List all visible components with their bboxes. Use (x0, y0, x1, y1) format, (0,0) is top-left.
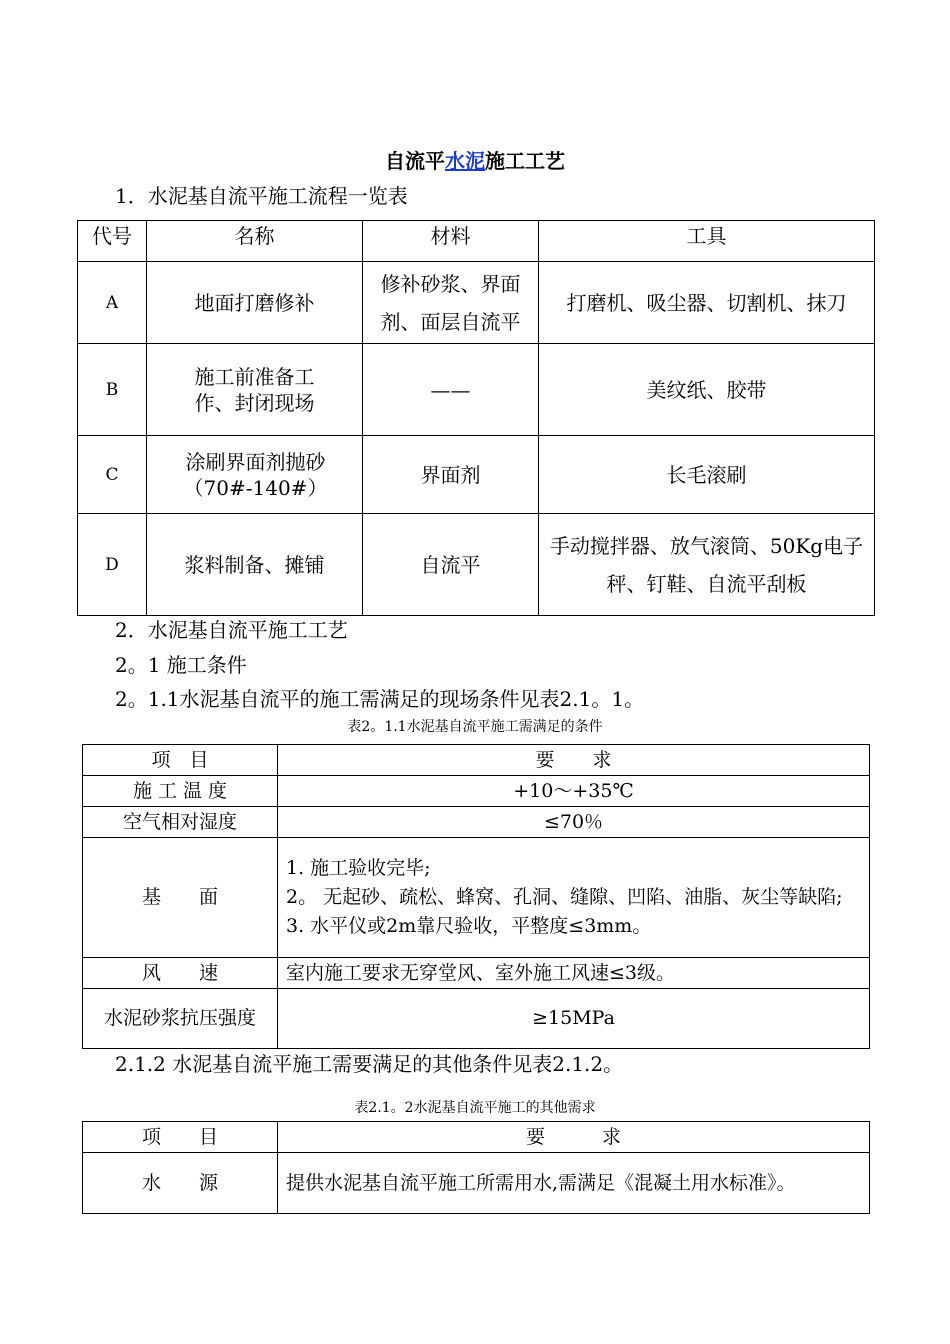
cond-item: 施 工 温 度 (83, 776, 278, 807)
flow-material: 界面剂 (363, 436, 539, 514)
cond-header-item: 项 目 (83, 745, 278, 776)
section-2-1-1-text: 2。1.1水泥基自流平的施工需满足的现场条件见表2.1。1。 (115, 687, 645, 711)
other-requirements-table (82, 1121, 870, 1214)
other-header-item: 项 目 (83, 1122, 278, 1153)
table-caption-1: 表2。1.1水泥基自流平施工需满足的条件 (347, 719, 603, 735)
flow-table (77, 220, 875, 616)
other-req: 提供水泥基自流平施工所需用水,需满足《混凝土用水标准》。 (278, 1153, 870, 1214)
table-row (78, 344, 875, 436)
flow-header-code: 代号 (78, 221, 147, 262)
flow-name: 涂刷界面剂抛砂（70#-140#） (147, 436, 363, 514)
table-row (83, 838, 870, 958)
table-row (83, 989, 870, 1049)
section-1-heading: 1．水泥基自流平施工流程一览表 (115, 184, 408, 208)
cond-header-req: 要 求 (278, 745, 870, 776)
table-row (83, 1153, 870, 1214)
flow-header-name: 名称 (147, 221, 363, 262)
flow-header-tools: 工具 (539, 221, 875, 262)
flow-header-material: 材料 (363, 221, 539, 262)
flow-tools: 美纹纸、胶带 (539, 344, 875, 436)
title-link[interactable]: 水泥 (445, 149, 485, 173)
title-text-pre: 自流平 (385, 149, 445, 173)
table-caption-2: 表2.1。2水泥基自流平施工的其他需求 (354, 1100, 596, 1116)
table-row (83, 958, 870, 989)
table-row (83, 807, 870, 838)
cond-req: +10～+35℃ (278, 776, 870, 807)
other-item: 水 源 (83, 1153, 278, 1214)
flow-material: 自流平 (363, 514, 539, 616)
cond-req: 室内施工要求无穿堂风、室外施工风速≤3级。 (278, 958, 870, 989)
flow-name: 地面打磨修补 (147, 262, 363, 344)
section-2-1-2-text: 2.1.2 水泥基自流平施工需要满足的其他条件见表2.1.2。 (115, 1052, 624, 1076)
flow-code: D (78, 514, 147, 616)
cond-item: 风 速 (83, 958, 278, 989)
table-row (78, 262, 875, 344)
conditions-table (82, 744, 870, 1049)
other-header-req: 要 求 (278, 1122, 870, 1153)
cond-req (278, 838, 870, 958)
table-row (78, 436, 875, 514)
title-text-post: 施工工艺 (485, 149, 565, 173)
flow-tools: 手动搅拌器、放气滚筒、50Kg电子秤、钉鞋、自流平刮板 (539, 514, 875, 616)
section-2-1-heading: 2。1 施工条件 (115, 653, 247, 677)
flow-code: C (78, 436, 147, 514)
cond-item: 水泥砂浆抗压强度 (83, 989, 278, 1049)
flow-material: —— (363, 344, 539, 436)
flow-code: A (78, 262, 147, 344)
flow-material: 修补砂浆、界面剂、面层自流平 (363, 262, 539, 344)
cond-item: 空气相对湿度 (83, 807, 278, 838)
cond-req-line: 1. 施工验收完毕; (286, 857, 431, 879)
cond-req: ≥15MPa (278, 989, 870, 1049)
section-2-heading: 2．水泥基自流平施工工艺 (115, 618, 348, 642)
cond-req-line: 2。 无起砂、疏松、蜂窝、孔洞、缝隙、凹陷、油脂、灰尘等缺陷; (286, 886, 843, 908)
flow-tools: 长毛滚刷 (539, 436, 875, 514)
cond-item: 基 面 (83, 838, 278, 958)
flow-name: 施工前准备工作、封闭现场 (147, 344, 363, 436)
page-title (0, 148, 950, 174)
table-row (83, 776, 870, 807)
flow-tools: 打磨机、吸尘器、切割机、抹刀 (539, 262, 875, 344)
flow-name: 浆料制备、摊铺 (147, 514, 363, 616)
flow-code: B (78, 344, 147, 436)
cond-req: ≤70％ (278, 807, 870, 838)
cond-req-line: 3. 水平仪或2m靠尺验收，平整度≤3mm。 (286, 915, 652, 937)
table-row (78, 514, 875, 616)
